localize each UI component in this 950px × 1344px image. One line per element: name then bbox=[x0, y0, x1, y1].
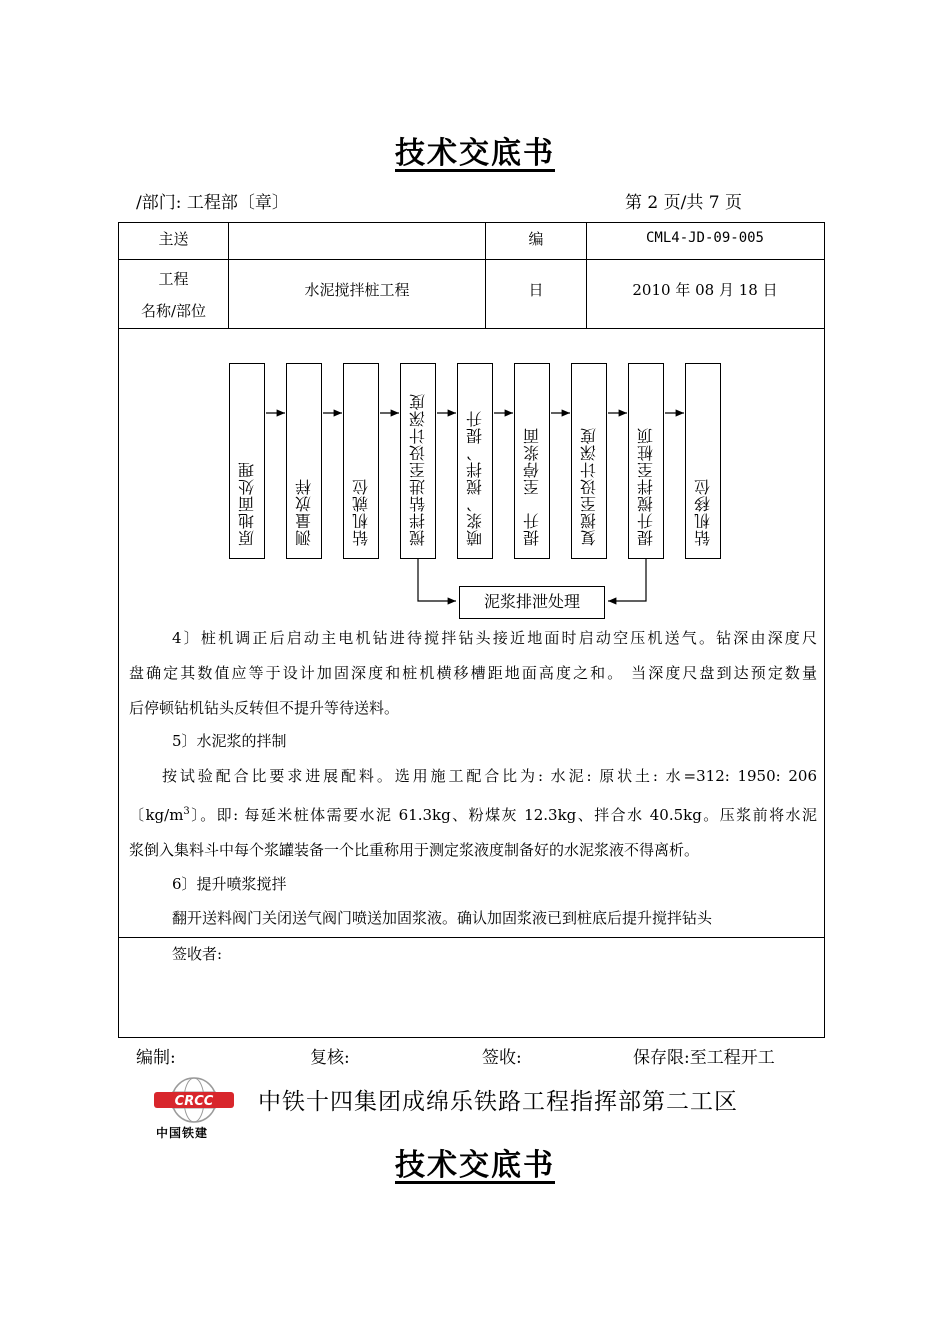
page-number: 第 2 页/共 7 页 bbox=[625, 193, 742, 213]
next-page-title: 技术交底书 bbox=[395, 1148, 555, 1183]
compiled-by-label: 编制: bbox=[136, 1048, 176, 1068]
disclosure-table bbox=[118, 222, 825, 1038]
p5-line-3: 浆倒入集料斗中每个浆罐装备一个比重称用于测定浆液度制备好的水泥浆液不得离析。 bbox=[129, 841, 700, 859]
code-label: 编 bbox=[528, 230, 544, 248]
flow-step-5: 喷浆、搅拌、提升 bbox=[457, 363, 493, 559]
flow-step-9: 钻机移位 bbox=[685, 363, 721, 559]
flow-step-4: 搅拌钻进至设计深度 bbox=[400, 363, 436, 559]
recipient-label: 主送 bbox=[158, 230, 189, 248]
p5-line-1: 按试验配合比要求进展配料。选用施工配合比为: 水泥: 原状土: 水=312: 1950: 206 bbox=[162, 767, 817, 785]
date-label: 日 bbox=[528, 281, 544, 299]
p5-line-2: 〔$kg/m^3$〕。即: 每延米桩体需要水泥 61.3kg、粉煤灰 12.3kg、拌合水 40.5kg。压浆前将水泥 bbox=[129, 806, 817, 824]
flow-step-8: 提升搅拌至桩顶 bbox=[628, 363, 664, 559]
project-label-line1: 工程 bbox=[158, 270, 189, 288]
department-label: /部门: 工程部〔章〕 bbox=[136, 193, 289, 213]
flow-sink-box: 泥浆排泄处理 bbox=[459, 586, 605, 619]
project-label-line2: 名称/部位 bbox=[140, 302, 207, 320]
flow-step-7: 复搅至设计深度 bbox=[571, 363, 607, 559]
svg-text:CRCC: CRCC bbox=[174, 1094, 214, 1109]
reviewed-by-label: 复核: bbox=[310, 1048, 350, 1068]
organization-name: 中铁十四集团成绵乐铁路工程指挥部第二工区 bbox=[258, 1089, 738, 1115]
arrow-to-sink-left bbox=[418, 559, 456, 601]
code-value: CML4-JD-09-005 bbox=[645, 230, 764, 246]
heading-6: 6〕提升喷浆搅拌 bbox=[172, 875, 287, 893]
date-value: 2010 年 08 月 18 日 bbox=[632, 281, 778, 299]
paragraph-6: 翻开送料阀门关闭送气阀门喷送加固浆液。确认加固浆液已到桩底后提升搅拌钻头 bbox=[172, 909, 713, 927]
paragraph-4 bbox=[129, 621, 817, 726]
p4-line-3: 后停顿钻机钻头反转但不提升等待送料。 bbox=[129, 699, 400, 717]
flow-step-3: 钻机就位 bbox=[343, 363, 379, 559]
project-name: 水泥搅拌桩工程 bbox=[304, 281, 410, 299]
retention-label: 保存限:至工程开工 bbox=[633, 1048, 775, 1068]
p4-line-2: 盘确定其数值应等于设计加固深度和桩机横移槽距地面高度之和。 当深度尺盘到达预定数量 bbox=[129, 664, 817, 682]
document-title: 技术交底书 bbox=[395, 136, 555, 171]
flow-step-6: 提升 至停浆面 bbox=[514, 363, 550, 559]
signed-by-label: 签收: bbox=[482, 1048, 522, 1068]
logo-caption: 中国铁建 bbox=[156, 1126, 209, 1140]
heading-5: 5〕水泥浆的拌制 bbox=[172, 732, 287, 750]
receiver-signature-label: 签收者: bbox=[172, 945, 223, 963]
p4-line-1: 4〕桩机调正后启动主电机钻进待搅拌钻头接近地面时启动空压机送气。钻深由深度尺 bbox=[172, 629, 817, 647]
flow-step-2: 测量放样 bbox=[286, 363, 322, 559]
flow-step-1: 原地面处理 bbox=[229, 363, 265, 559]
paragraph-5 bbox=[129, 759, 817, 868]
arrow-to-sink-right bbox=[608, 559, 646, 601]
